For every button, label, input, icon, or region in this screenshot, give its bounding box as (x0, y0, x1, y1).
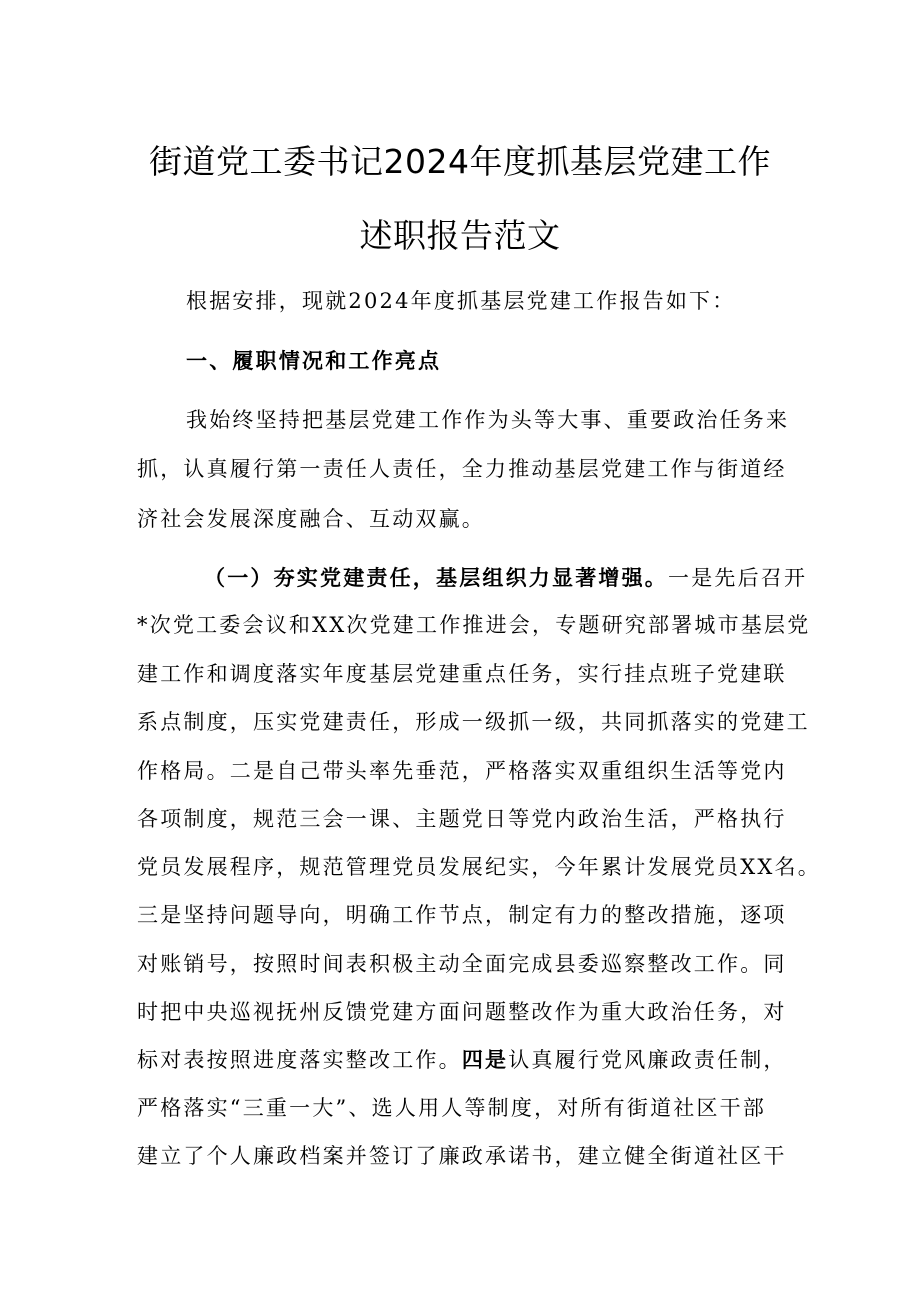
paragraph-text: 认真履行党风廉政责任制， (508, 1048, 787, 1072)
paragraph-line: *次党工委会议和XX次党建工作推进会，专题研究部署城市基层党 (137, 613, 811, 637)
paragraph-line: 我始终坚持把基层党建工作作为头等大事、重要政治任务来 (186, 408, 790, 432)
paragraph-line: 系点制度，压实党建责任，形成一级抓一级，共同抓落实的党建工 (137, 710, 810, 734)
paragraph-line: 建工作和调度落实年度基层党建重点任务，实行挂点班子党建联 (137, 662, 787, 686)
paragraph-line: 对账销号，按照时间表积极主动全面完成县委巡察整改工作。同 (137, 952, 787, 976)
paragraph-line: 时把中央巡视抚州反馈党建方面问题整改作为重大政治任务，对 (137, 1000, 787, 1024)
paragraph-line: 济社会发展深度融合、互动双赢。 (137, 507, 485, 531)
document-title-line-1: 街道党工委书记2024年度抓基层党建工作 (149, 142, 771, 181)
intro-paragraph: 根据安排，现就2024年度抓基层党建工作报告如下： (186, 289, 736, 313)
paragraph-text: 一是先后召开 (668, 566, 808, 590)
document-title-line-2: 述职报告范文 (359, 216, 561, 255)
paragraph-line (204, 563, 864, 593)
paragraph-line: 作格局。二是自己带头率先垂范，严格落实双重组织生活等党内 (137, 759, 787, 783)
paragraph-text: 标对表按照进度落实整改工作。 (137, 1048, 462, 1072)
bold-marker: 四是 (461, 1048, 509, 1072)
paragraph-line: 三是坚持问题导向，明确工作节点，制定有力的整改措施，逐项 (137, 903, 787, 927)
paragraph-line: 各项制度，规范三会一课、主题党日等党内政治生活，严格执行 (137, 807, 787, 831)
paragraph-line: 建立了个人廉政档案并签订了廉政承诺书，建立健全街道社区干 (137, 1144, 787, 1168)
subsection-heading: （一）夯实党建责任，基层组织力显著增强。 (204, 566, 668, 590)
paragraph-line: 党员发展程序，规范管理党员发展纪实，今年累计发展党员XX名。 (137, 855, 821, 879)
paragraph-line (137, 1045, 797, 1075)
paragraph-line: 抓，认真履行第一责任人责任，全力推动基层党建工作与街道经 (137, 457, 787, 481)
section-heading: 一、履职情况和工作亮点 (186, 349, 442, 373)
paragraph-line: 严格落实“三重一大”、选人用人等制度，对所有街道社区干部 (137, 1096, 767, 1120)
